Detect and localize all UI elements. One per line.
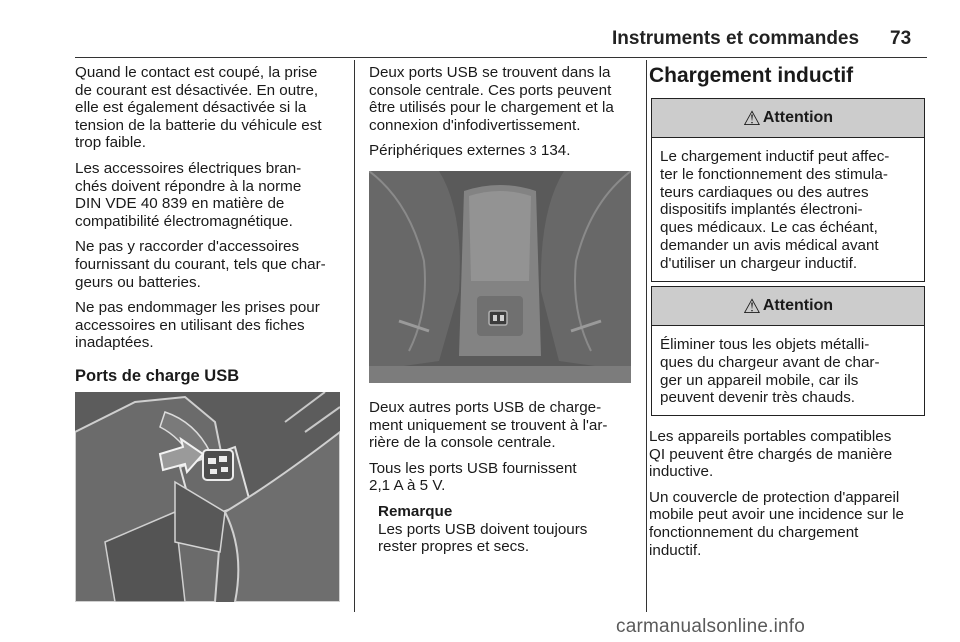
text-line: Un couvercle de protection d'appareil [649, 488, 900, 506]
warning-title: Attention [762, 297, 834, 314]
text-line: mobile peut avoir une incidence sur le [649, 506, 904, 524]
text-line: console centrale. Ces ports peuvent [369, 81, 612, 99]
text-line: fonctionnement du chargement [649, 523, 859, 541]
text-line: geurs ou batteries. [75, 273, 201, 291]
text-line: Les accessoires électriques bran- [75, 159, 302, 177]
paragraph [75, 64, 340, 152]
text-line: chés doivent répondre à la norme [75, 177, 302, 195]
text-line: tension de la batterie du véhicule est [75, 116, 322, 134]
text-line: trop faible. [75, 134, 146, 152]
text-line: rester propres et secs. [378, 538, 530, 556]
text-line: Deux autres ports USB de charge- [369, 399, 602, 416]
text-line: Les ports USB doivent toujours [378, 520, 588, 538]
paragraph [369, 64, 633, 134]
text-line: Le chargement inductif peut affec- [660, 148, 890, 165]
text-line: compatibilité électromagnétique. [75, 212, 293, 230]
text-line: accessoires en utilisant des fiches [75, 316, 305, 334]
text-line: Ne pas endommager les prises pour [75, 299, 320, 317]
text-line: Les appareils portables compatibles [649, 428, 892, 445]
text-line: elle est également désactivée si la [75, 99, 307, 117]
text-line: DIN VDE 40 839 en matière de [75, 195, 285, 213]
note-title: Remarque [378, 502, 453, 520]
paragraph [369, 460, 633, 495]
warning-body [652, 138, 924, 281]
reference-page: 134. [540, 142, 571, 160]
text-line: de courant est désactivée. En outre, [75, 81, 319, 99]
text-line: 2,1 A à 5 V. [369, 477, 446, 495]
column-2 [369, 64, 633, 168]
paragraph [75, 299, 340, 352]
text-line: teurs cardiaques ou des autres [660, 183, 869, 201]
text-line: ger un appareil mobile, car ils [660, 371, 859, 389]
page-reference-icon: 3 [529, 143, 537, 159]
text-line: demander un avis médical avant [660, 236, 879, 254]
warning-title: Attention [762, 109, 834, 126]
section-subheading: Ports de charge USB [75, 366, 240, 385]
cross-reference [369, 142, 633, 160]
column-3-lower [649, 428, 925, 567]
paragraph [649, 428, 925, 481]
column-3 [649, 64, 925, 98]
paragraph [75, 160, 340, 230]
text-line: ter le fonctionnement des stimula- [660, 165, 888, 183]
text-line: ques médicaux. Le cas échéant, [660, 219, 878, 237]
column-divider-left [354, 60, 355, 612]
column-divider-right [646, 60, 647, 612]
text-line: inductif. [649, 541, 702, 559]
text-line: inductive. [649, 463, 714, 481]
section-heading: Chargement inductif [649, 64, 854, 87]
watermark-text: carmanualsonline.info [616, 616, 806, 637]
text-line: être utilisés pour le chargement et la [369, 99, 614, 117]
text-line: Deux ports USB se trouvent dans la [369, 64, 611, 81]
text-line: QI peuvent être chargés de manière [649, 445, 893, 463]
text-line: ment uniquement se trouvent à l'ar- [369, 416, 608, 434]
usb-ports-console-illustration [75, 392, 340, 602]
page-header-title: Instruments et commandes [612, 28, 860, 49]
page-number: 73 [890, 28, 912, 49]
warning-body [652, 326, 924, 415]
note [378, 503, 633, 556]
warning-triangle-icon: ⚠ [742, 295, 761, 318]
paragraph [369, 399, 633, 452]
text-line: peuvent devenir très chauds. [660, 389, 856, 407]
text-line: inadaptées. [75, 334, 154, 352]
header-rule [75, 57, 927, 58]
text-line: Quand le contact est coupé, la prise [75, 64, 318, 81]
warning-header [652, 99, 924, 138]
paragraph [75, 238, 340, 291]
warning-triangle-icon: ⚠ [742, 107, 761, 130]
column-1 [75, 64, 340, 400]
reference-text: Périphériques externes [369, 142, 526, 160]
text-line: fournissant du courant, tels que char- [75, 255, 326, 273]
paragraph [649, 489, 925, 559]
text-line: connexion d'infodivertissement. [369, 116, 581, 134]
column-2-lower [369, 399, 633, 556]
text-line: Éliminer tous les objets métalli- [660, 336, 870, 353]
rear-console-usb-photo [369, 171, 631, 383]
warning-header [652, 287, 924, 326]
text-line: d'utiliser un chargeur inductif. [660, 254, 858, 272]
text-line: dispositifs implantés électroni- [660, 201, 863, 219]
text-line: Ne pas y raccorder d'accessoires [75, 238, 300, 256]
text-line: Tous les ports USB fournissent [369, 459, 577, 477]
text-line: rière de la console centrale. [369, 434, 556, 452]
text-line: ques du chargeur avant de char- [660, 353, 880, 371]
warning-box [651, 286, 925, 416]
warning-box [651, 98, 925, 282]
